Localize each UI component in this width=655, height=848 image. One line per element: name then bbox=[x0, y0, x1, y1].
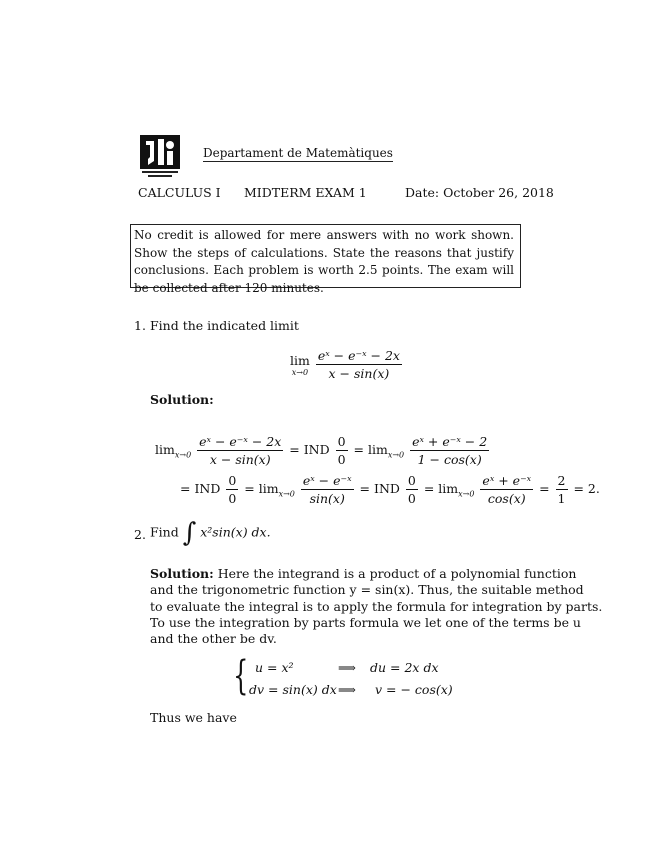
den: cos(x) bbox=[487, 491, 526, 506]
fraction bbox=[301, 473, 354, 506]
final-result: = 2. bbox=[573, 481, 600, 496]
problem-2-solution-text bbox=[150, 566, 603, 647]
solution-1-line-1: $\lim_{x\to 0}$ $\frac{\text{eˣ − e⁻ˣ − 2x}}{x - \sin(x)}$ = IND $\frac{0}{0}$ = $\lim_{x\to 0}$ $\frac{\text{eˣ + e⁻ˣ − 2}}{1 - \cos(x)}$ bbox=[155, 434, 488, 467]
ind: IND bbox=[303, 442, 330, 457]
num: 2 bbox=[557, 473, 566, 488]
substitution-u: u = x² bbox=[255, 660, 294, 675]
problem-1-limit bbox=[290, 348, 404, 381]
den: sin(x) bbox=[309, 491, 345, 506]
fraction bbox=[197, 434, 283, 467]
den: 0 bbox=[228, 491, 237, 506]
den: 1 − cos(x) bbox=[417, 452, 482, 467]
integrand: x²sin(x) dx. bbox=[200, 524, 271, 540]
solution-1-line-2: = IND $\frac{0}{0}$ = $\lim_{x\to 0}$ $\frac{\text{eˣ − e⁻ˣ}}{\sin(x)}$ = IND $\frac{0}{0}$ = $\lim_{x\to 0}$ $\frac{\text{eˣ + e⁻ˣ}}{\cos(x)}$ = $\frac{2}{1}$ = 2. bbox=[180, 473, 600, 506]
substitution-v: v = − cos(x) bbox=[375, 682, 453, 697]
zero-over-zero bbox=[336, 434, 348, 467]
problem-1-prompt: Find the indicated limit bbox=[150, 318, 299, 333]
solution-line: and the other be dv. bbox=[150, 631, 277, 647]
limit-subscript: x→0 bbox=[291, 367, 309, 377]
zero-over-zero bbox=[226, 473, 238, 506]
instructions-box: No credit is allowed for mere answers with no work shown. Show the steps of calculations. State the reasons that justify conclusions. Each problem is worth 2.5 points. The exam will be collected after 120 minutes. bbox=[130, 224, 521, 288]
den: 1 bbox=[557, 491, 566, 506]
num: eˣ + e⁻ˣ bbox=[482, 473, 532, 488]
problem-2-number: 2. bbox=[134, 527, 146, 542]
limit-fraction bbox=[316, 348, 402, 381]
problem-2-prompt bbox=[150, 518, 271, 548]
zero-over-zero bbox=[406, 473, 418, 506]
integral-sign-icon: ∫ bbox=[182, 518, 197, 548]
lim-sub: x→0 bbox=[174, 450, 192, 460]
solution-line: To use the integration by parts formula we let one of the terms be u bbox=[150, 614, 581, 630]
limit-numerator: eˣ − e⁻ˣ − 2x bbox=[317, 348, 400, 363]
num: 0 bbox=[228, 473, 237, 488]
den: x − sin(x) bbox=[209, 452, 271, 467]
num: eˣ + e⁻ˣ − 2 bbox=[412, 434, 488, 449]
limit-denominator: x − sin(x) bbox=[328, 366, 390, 381]
num: eˣ − e⁻ˣ − 2x bbox=[199, 434, 282, 449]
limit-word: lim bbox=[290, 352, 310, 368]
exam-date: Date: October 26, 2018 bbox=[405, 185, 554, 200]
problem-2-solution-label: Solution: bbox=[150, 566, 214, 581]
closing-text: Thus we have bbox=[150, 710, 237, 725]
fraction bbox=[480, 473, 533, 506]
left-brace-icon: { bbox=[233, 653, 249, 699]
ind: IND bbox=[374, 481, 400, 496]
problem-1-number: 1. bbox=[134, 318, 146, 333]
solution-line: Here the integrand is a product of a polynomial function bbox=[217, 566, 577, 581]
den: 0 bbox=[337, 452, 346, 467]
department-name: Departament de Matemàtiques bbox=[203, 146, 393, 160]
num: eˣ − e⁻ˣ bbox=[302, 473, 352, 488]
lim: lim bbox=[155, 442, 175, 457]
num: 0 bbox=[407, 473, 416, 488]
lim: lim bbox=[258, 481, 279, 496]
solution-line: and the trigonometric function y = sin(x). Thus, the suitable method bbox=[150, 582, 584, 598]
course-name: CALCULUS I bbox=[138, 185, 221, 200]
substitution-du: du = 2x dx bbox=[370, 660, 439, 675]
substitution-dv: dv = sin(x) dx bbox=[249, 682, 337, 697]
implies-arrow-icon: ⟹ bbox=[338, 682, 356, 697]
lim-sub: x→0 bbox=[278, 489, 295, 499]
num: 0 bbox=[337, 434, 346, 449]
lim-sub: x→0 bbox=[387, 450, 405, 460]
implies-arrow-icon: ⟹ bbox=[338, 660, 356, 675]
lim-sub: x→0 bbox=[458, 489, 475, 499]
den: 0 bbox=[407, 491, 416, 506]
two-over-one bbox=[556, 473, 568, 506]
problem-1-solution-label: Solution: bbox=[150, 392, 214, 407]
lim: lim bbox=[438, 481, 459, 496]
lim: lim bbox=[367, 442, 388, 457]
find-word: Find bbox=[150, 524, 179, 540]
ind: IND bbox=[194, 481, 221, 496]
university-logo bbox=[140, 135, 180, 179]
exam-title: MIDTERM EXAM 1 bbox=[244, 185, 367, 200]
fraction bbox=[410, 434, 489, 467]
solution-line: to evaluate the integral is to apply the formula for integration by parts. bbox=[150, 598, 603, 614]
